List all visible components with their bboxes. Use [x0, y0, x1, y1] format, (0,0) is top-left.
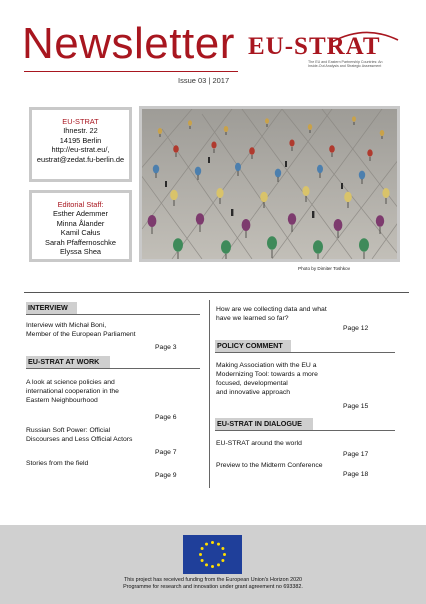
toc-page-number: Page 7 — [155, 449, 177, 456]
section-rule — [215, 352, 395, 353]
staff-heading: Editorial Staff: — [57, 200, 104, 209]
toc-entry-midterm-conference[interactable]: Preview to the Midterm Conference — [216, 462, 323, 469]
page-title: Newsletter — [22, 19, 235, 68]
section-heading-work: EU-STRAT AT WORK — [26, 356, 110, 368]
eu-strat-logo — [248, 34, 398, 80]
column-separator — [209, 300, 210, 488]
logo-wordmark: EU-STRAT — [248, 33, 381, 60]
toc-page-number: Page 17 — [343, 451, 369, 458]
funding-statement: This project has received funding from the European Union's Horizon 2020 Programme for research and innovation under grant agreement no 693382. — [123, 577, 303, 590]
toc-page-number: Page 9 — [155, 472, 177, 479]
contact-street: Ihnestr. 22 — [63, 126, 98, 136]
toc-entry-science-policies[interactable]: A look at science policies and international cooperation in the Eastern Neighbourhood — [26, 379, 119, 404]
contact-box — [29, 107, 132, 182]
logo-tagline: The EU and Eastern Partnership Countries: An Inside-Out Analysis and Strategic Assessment — [308, 60, 383, 69]
issue-number: Issue 03 | 2017 — [178, 76, 230, 85]
square-with-egg-sculptures-image — [142, 109, 397, 259]
toc-page-number: Page 18 — [343, 471, 369, 478]
contact-city: 14195 Berlin — [59, 135, 102, 145]
section-rule — [26, 368, 200, 369]
section-rule — [215, 430, 395, 431]
cover-photo — [139, 106, 400, 262]
staff-member: Esther Ademmer — [52, 209, 109, 219]
toc-entry-interview[interactable]: Interview with Michał Boni, Member of the European Parliament — [26, 322, 136, 338]
toc-page-number: Page 12 — [343, 325, 369, 332]
toc-entry-data-collection[interactable]: How are we collecting data and what have we learned so far? — [216, 306, 327, 322]
section-divider — [24, 292, 409, 293]
staff-member: Sarah Pfaffernoschke — [45, 237, 116, 247]
staff-member: Kamil Całus — [60, 228, 101, 238]
title-underline — [24, 71, 238, 72]
toc-page-number: Page 15 — [343, 403, 369, 410]
toc-entry-around-the-world[interactable]: EU-STRAT around the world — [216, 440, 302, 447]
photo-credit: Photo by Dimiter Toshkov — [298, 266, 350, 271]
contact-website[interactable]: http://eu-strat.eu/, — [51, 145, 110, 155]
toc-entry-stories[interactable]: Stories from the field — [26, 460, 89, 467]
toc-page-number: Page 3 — [155, 344, 177, 351]
toc-entry-association[interactable]: Making Association with the EU a Modernizing Tool: towards a more focused, developmental and innovative approach — [216, 362, 318, 396]
section-rule — [26, 314, 200, 315]
section-heading-dialogue: EU-STRAT IN DIALOGUE — [215, 418, 313, 430]
section-heading-policy: POLICY COMMENT — [215, 340, 291, 352]
staff-member: Elyssa Shea — [59, 247, 102, 257]
staff-member: Minna Ålander — [56, 218, 105, 228]
eu-stars-icon — [183, 535, 242, 574]
contact-email[interactable]: eustrat@zedat.fu-berlin.de — [36, 154, 125, 164]
editorial-staff-box — [29, 190, 132, 262]
section-heading-interview: INTERVIEW — [26, 302, 77, 314]
toc-page-number: Page 6 — [155, 414, 177, 421]
contact-name: EU-STRAT — [62, 117, 99, 126]
eu-flag — [183, 535, 242, 574]
toc-entry-soft-power[interactable]: Russian Soft Power: Official Discourses and Less Official Actors — [26, 427, 133, 443]
